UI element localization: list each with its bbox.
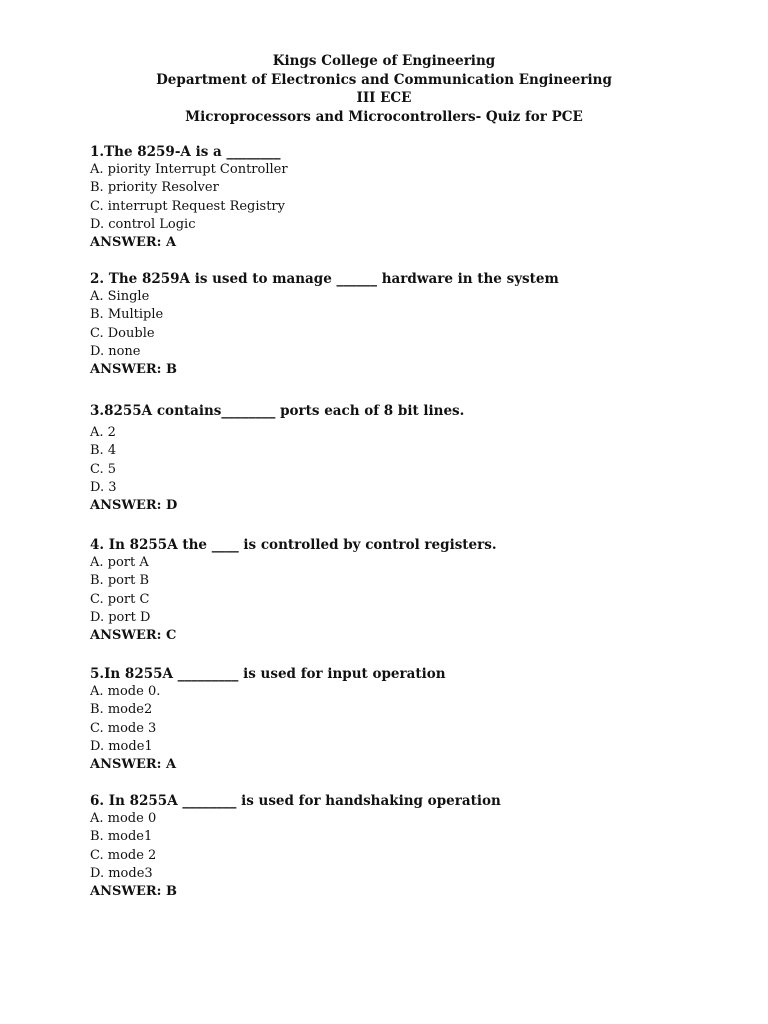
option-a: A. piority Interrupt Controller	[90, 162, 288, 178]
option-b: B. mode2	[90, 702, 153, 718]
option-c: C. Double	[90, 325, 155, 341]
question-block	[90, 270, 690, 379]
question-block	[90, 665, 690, 774]
option-b: B. mode1	[90, 829, 153, 845]
document-header	[0, 52, 768, 126]
question-title: 4. In 8255A the ____ is controlled by control registers.	[90, 537, 497, 553]
option-c: C. port C	[90, 591, 150, 607]
option-a: A. 2	[90, 425, 116, 441]
option-c: C. mode 2	[90, 847, 157, 863]
question-title: 2. The 8259A is used to manage ______ hardware in the system	[90, 271, 559, 287]
answer-line: ANSWER: D	[90, 498, 178, 514]
question-block	[90, 792, 690, 901]
option-c: C. mode 3	[90, 720, 157, 736]
option-a: A. mode 0.	[90, 684, 161, 700]
option-b: B. Multiple	[90, 307, 164, 323]
option-b: B. port B	[90, 573, 150, 589]
answer-line: ANSWER: C	[90, 628, 177, 644]
department-name: Department of Electronics and Communication Engineering	[156, 71, 612, 88]
question-title: 6. In 8255A ________ is used for handshaking operation	[90, 793, 501, 809]
option-d: D. 3	[90, 479, 117, 495]
option-d: D. mode3	[90, 865, 153, 881]
question-block	[90, 143, 690, 252]
question-title: 3.8255A contains________ ports each of 8 bit lines.	[90, 403, 465, 419]
option-d: D. mode1	[90, 738, 153, 754]
option-b: B. priority Resolver	[90, 180, 219, 196]
option-c: C. 5	[90, 461, 117, 477]
option-a: A. Single	[90, 289, 150, 305]
option-a: A. port A	[90, 555, 149, 571]
answer-line: ANSWER: A	[90, 757, 177, 773]
class-name: III ECE	[356, 90, 412, 106]
question-title: 5.In 8255A _________ is used for input operation	[90, 666, 446, 682]
answer-line: ANSWER: A	[90, 235, 177, 251]
question-block	[90, 536, 690, 645]
option-c: C. interrupt Request Registry	[90, 198, 285, 214]
college-name: Kings College of Engineering	[272, 53, 496, 69]
option-b: B. 4	[90, 443, 117, 459]
option-d: D. control Logic	[90, 216, 196, 232]
question-block	[90, 402, 690, 515]
quiz-subject: Microprocessors and Microcontrollers- Quiz for PCE	[185, 108, 583, 125]
question-title: 1.The 8259-A is a ________	[90, 144, 281, 160]
option-a: A. mode 0	[90, 811, 157, 827]
answer-line: ANSWER: B	[90, 362, 177, 378]
answer-line: ANSWER: B	[90, 884, 177, 900]
option-d: D. port D	[90, 609, 151, 625]
option-d: D. none	[90, 343, 141, 359]
